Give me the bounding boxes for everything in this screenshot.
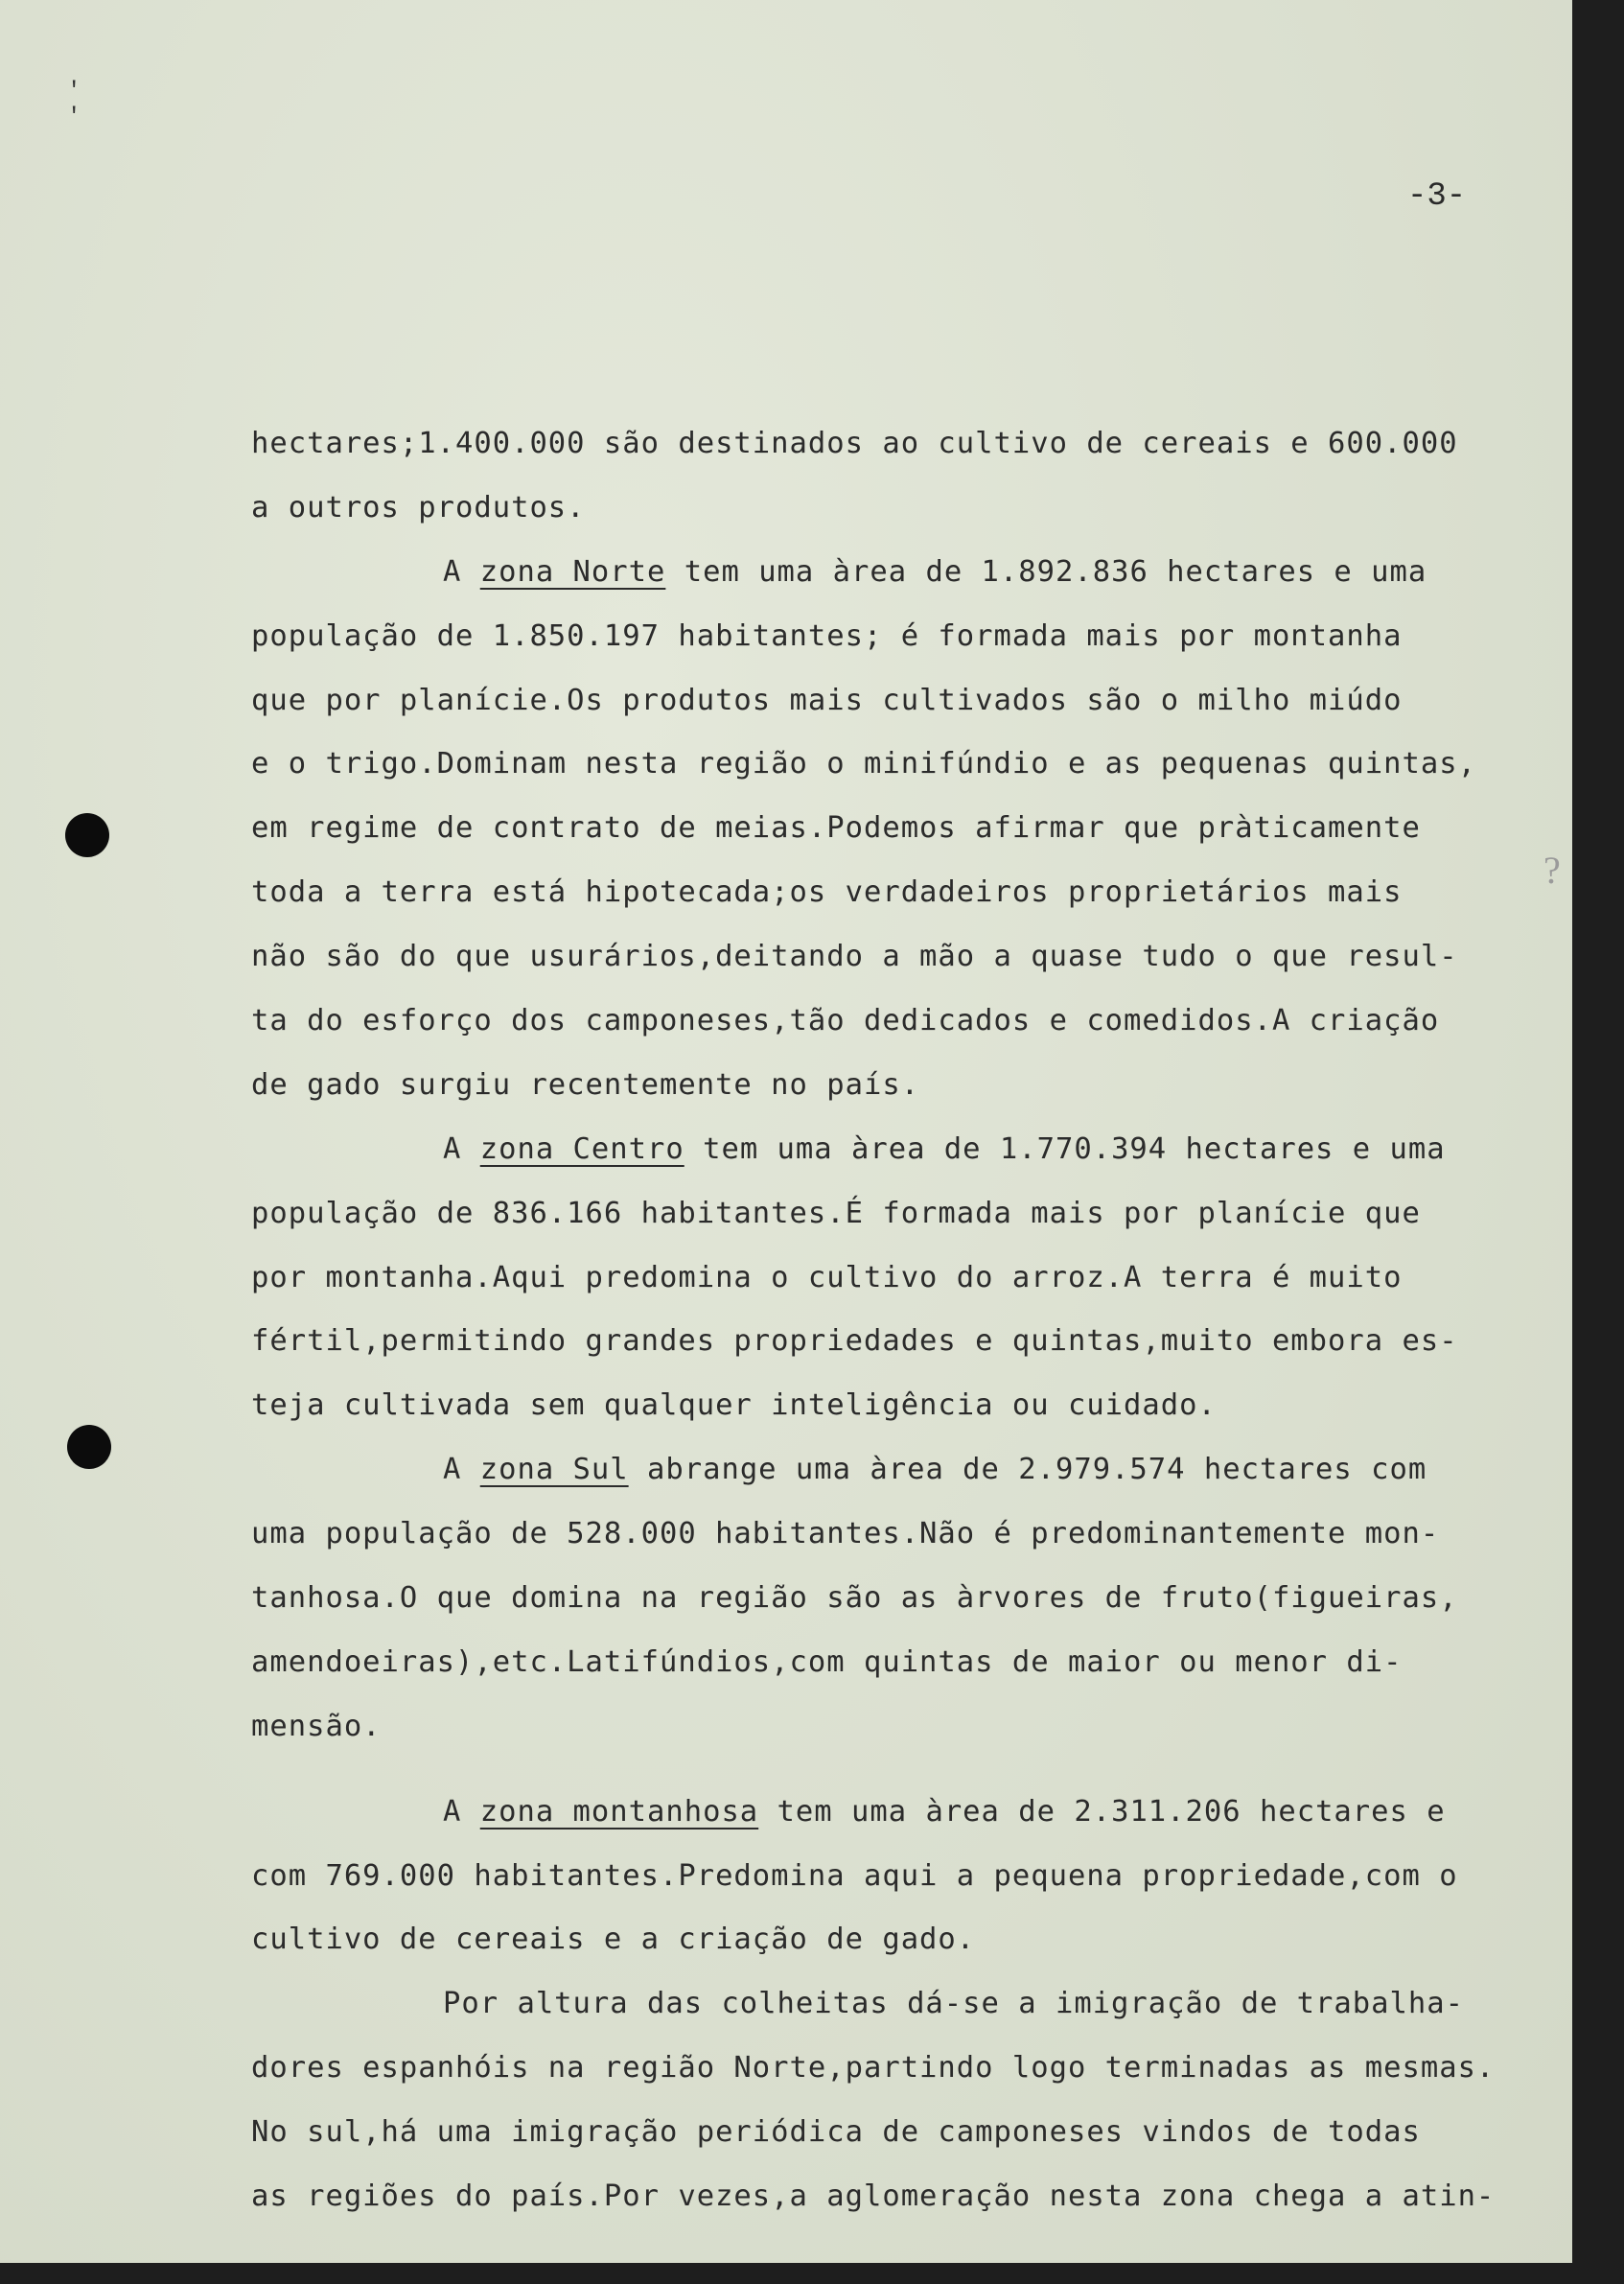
text-line: população de 836.166 habitantes.É formada mais por planície que bbox=[251, 1196, 1421, 1230]
text-line: mensão. bbox=[251, 1709, 382, 1743]
paragraph-zona-sul bbox=[251, 1438, 1565, 1503]
margin-mark: ? bbox=[1543, 849, 1561, 892]
text-line: toda a terra está hipotecada;os verdadeiros proprietários mais bbox=[251, 875, 1403, 910]
text-line: em regime de contrato de meias.Podemos afirmar que pràticamente bbox=[251, 811, 1421, 846]
heading-zona-montanhosa: zona montanhosa bbox=[479, 1794, 759, 1829]
text-line: hectares;1.400.000 são destinados ao cultivo de cereais e 600.000 bbox=[251, 427, 1458, 460]
text-line: dores espanhóis na região Norte,partindo logo terminadas as mesmas. bbox=[251, 2051, 1496, 2086]
text-line: No sul,há uma imigração periódica de camponeses vindos de todas bbox=[251, 2115, 1421, 2150]
text-line: população de 1.850.197 habitantes; é formada mais por montanha bbox=[251, 618, 1403, 653]
paragraph-colheitas: Por altura das colheitas dá-se a imigração de trabalha- bbox=[443, 1987, 1464, 2021]
typewritten-body bbox=[251, 412, 1565, 2229]
text-line: de gado surgiu recentemente no país. bbox=[251, 1067, 920, 1102]
corner-mark: ' ' bbox=[67, 79, 101, 130]
text-fragment: A bbox=[443, 1131, 480, 1166]
text-line: por montanha.Aqui predomina o cultivo do arroz.A terra é muito bbox=[251, 1260, 1403, 1294]
text-line: e o trigo.Dominam nesta região o minifúndio e as pequenas quintas, bbox=[251, 747, 1476, 781]
paragraph-zona-montanhosa bbox=[251, 1781, 1565, 1845]
heading-zona-sul: zona Sul bbox=[479, 1453, 629, 1487]
text-line: as regiões do país.Por vezes,a aglomeração nesta zona chega a atin- bbox=[251, 2179, 1496, 2214]
punch-hole-top bbox=[65, 813, 109, 857]
text-line: uma população de 528.000 habitantes.Não é predominantemente mon- bbox=[251, 1517, 1440, 1551]
text-line: amendoeiras),etc.Latifúndios,com quintas de maior ou menor di- bbox=[251, 1644, 1403, 1679]
text-fragment: abrange uma àrea de 2.979.574 hectares com bbox=[628, 1453, 1427, 1487]
text-fragment: A bbox=[443, 554, 480, 589]
text-fragment: tem uma àrea de 1.770.394 hectares e uma bbox=[684, 1131, 1446, 1166]
text-line: ta do esforço dos camponeses,tão dedicados e comedidos.A criação bbox=[251, 1004, 1440, 1038]
text-line: com 769.000 habitantes.Predomina aqui a pequena propriedade,com o bbox=[251, 1858, 1458, 1893]
text-line: tanhosa.O que domina na região são as àrvores de fruto(figueiras, bbox=[251, 1581, 1458, 1616]
text-fragment: tem uma àrea de 1.892.836 hectares e uma bbox=[665, 554, 1427, 589]
page-number: -3- bbox=[1407, 178, 1467, 215]
text-line: teja cultivada sem qualquer inteligência ou cuidado. bbox=[251, 1388, 1217, 1423]
text-line: fértil,permitindo grandes propriedades e quintas,muito embora es- bbox=[251, 1324, 1458, 1359]
paragraph-zona-centro bbox=[251, 1118, 1565, 1182]
text-fragment: A bbox=[443, 1794, 480, 1829]
heading-zona-centro: zona Centro bbox=[479, 1131, 684, 1166]
text-fragment: A bbox=[443, 1453, 480, 1487]
text-line: não são do que usurários,deitando a mão a quase tudo o que resul- bbox=[251, 940, 1458, 974]
text-line: que por planície.Os produtos mais cultivados são o milho miúdo bbox=[251, 683, 1403, 717]
text-line: a outros produtos. bbox=[251, 490, 586, 524]
text-line: cultivo de cereais e a criação de gado. bbox=[251, 1923, 976, 1957]
punch-hole-bottom bbox=[67, 1425, 111, 1469]
paragraph-zona-norte bbox=[251, 541, 1565, 605]
heading-zona-norte: zona Norte bbox=[479, 554, 666, 589]
text-fragment: tem uma àrea de 2.311.206 hectares e bbox=[758, 1794, 1446, 1829]
